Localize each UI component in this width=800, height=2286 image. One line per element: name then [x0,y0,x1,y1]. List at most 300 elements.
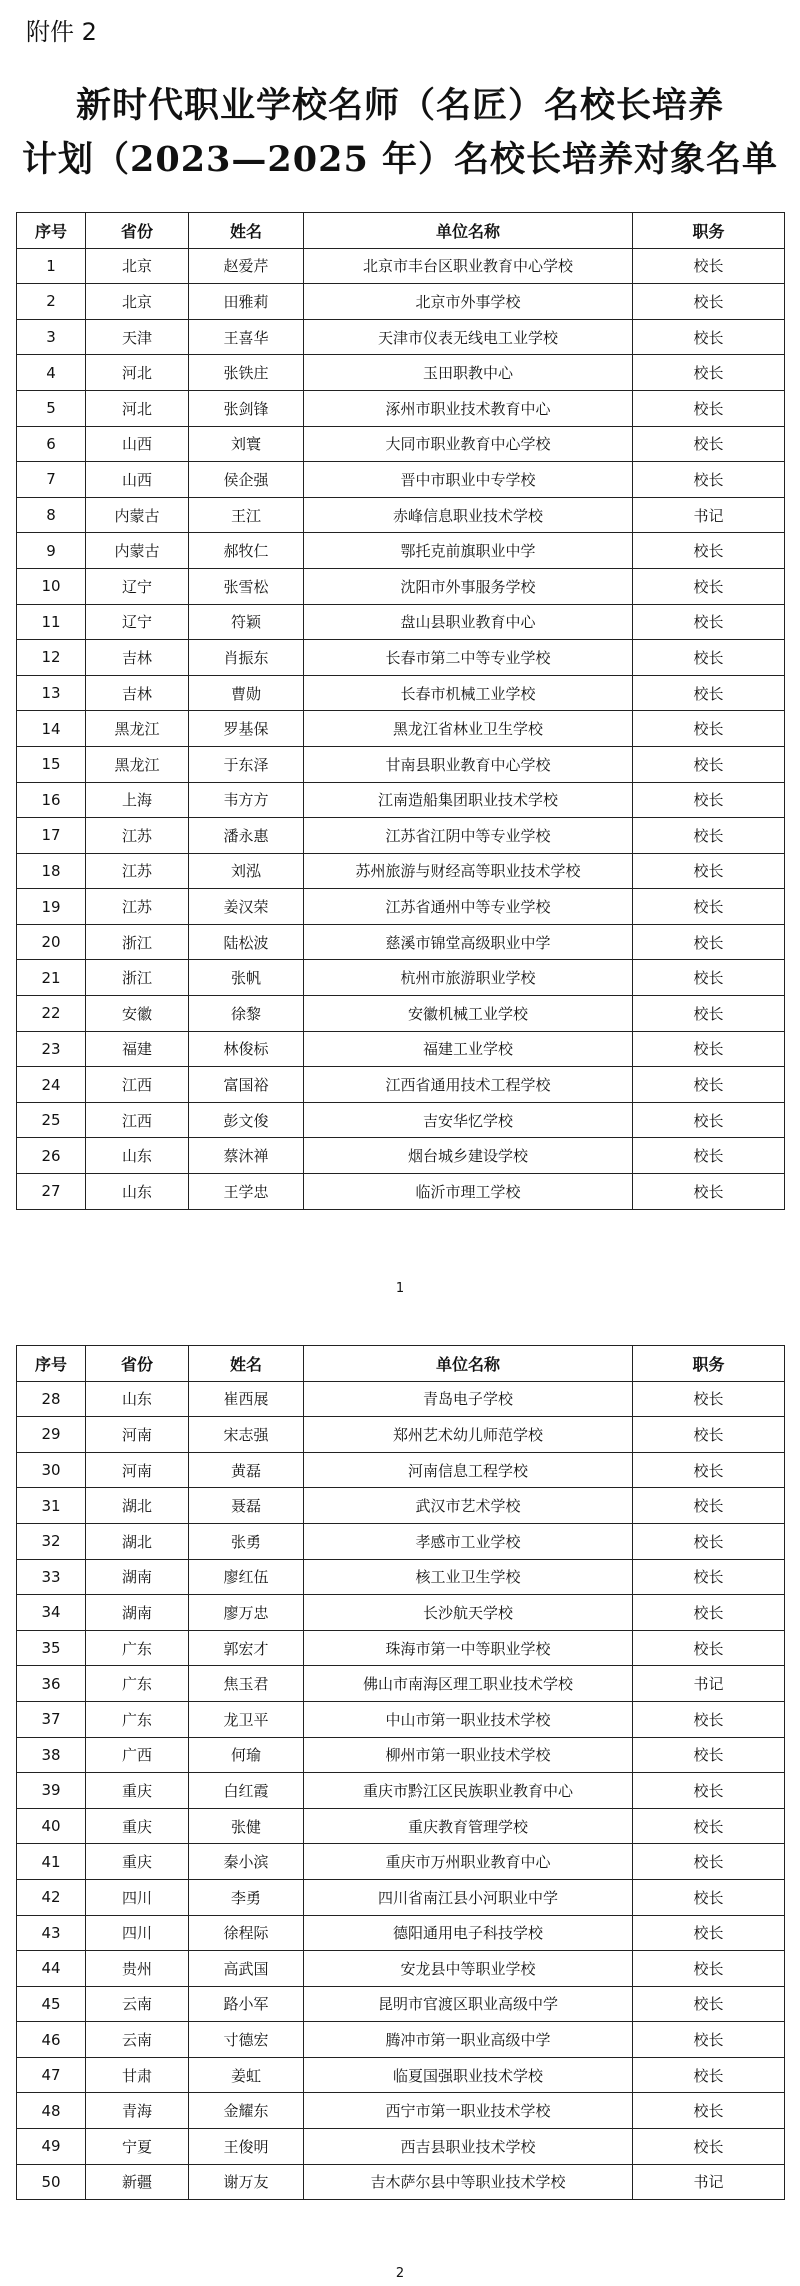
table-row [17,2022,785,2058]
cell-province: 山东 [86,1138,189,1174]
cell-index: 28 [17,1381,86,1417]
cell-name: 蔡沐禅 [189,1138,304,1174]
cell-unit: 盘山县职业教育中心 [304,604,633,640]
table-row [17,2129,785,2165]
cell-unit: 甘南县职业教育中心学校 [304,746,633,782]
cell-province: 内蒙古 [86,497,189,533]
cell-position: 校长 [633,1488,785,1524]
cell-index: 42 [17,1879,86,1915]
cell-position: 校长 [633,462,785,498]
cell-province: 黑龙江 [86,746,189,782]
table-row [17,746,785,782]
table-row [17,497,785,533]
cell-name: 刘泓 [189,853,304,889]
cell-name: 韦方方 [189,782,304,818]
table-row [17,1138,785,1174]
cell-name: 罗基保 [189,711,304,747]
cell-index: 19 [17,889,86,925]
cell-unit: 鄂托克前旗职业中学 [304,533,633,569]
cell-province: 北京 [86,248,189,284]
cell-province: 四川 [86,1915,189,1951]
cell-position: 校长 [633,1102,785,1138]
cell-position: 校长 [633,568,785,604]
table-row [17,533,785,569]
table-row [17,568,785,604]
cell-position: 校长 [633,782,785,818]
table-row [17,1417,785,1453]
cell-province: 广东 [86,1666,189,1702]
cell-province: 云南 [86,2022,189,2058]
cell-province: 重庆 [86,1773,189,1809]
cell-name: 赵爱芹 [189,248,304,284]
table-row [17,1381,785,1417]
cell-province: 重庆 [86,1844,189,1880]
table-row [17,1102,785,1138]
cell-unit: 武汉市艺术学校 [304,1488,633,1524]
cell-name: 张雪松 [189,568,304,604]
cell-unit: 长沙航天学校 [304,1595,633,1631]
table-row [17,1630,785,1666]
table-row [17,2057,785,2093]
header-index: 序号 [17,1346,86,1382]
cell-position: 校长 [633,1630,785,1666]
cell-position: 校长 [633,390,785,426]
cell-index: 48 [17,2093,86,2129]
cell-province: 广东 [86,1630,189,1666]
cell-name: 廖万忠 [189,1595,304,1631]
header-name: 姓名 [189,213,304,249]
cell-unit: 慈溪市锦堂高级职业中学 [304,924,633,960]
cell-name: 姜虹 [189,2057,304,2093]
cell-index: 7 [17,462,86,498]
cell-province: 福建 [86,1031,189,1067]
cell-position: 校长 [633,2129,785,2165]
cell-position: 校长 [633,889,785,925]
cell-index: 29 [17,1417,86,1453]
cell-position: 校长 [633,1067,785,1103]
cell-index: 20 [17,924,86,960]
cell-province: 山西 [86,462,189,498]
cell-unit: 吉安华忆学校 [304,1102,633,1138]
table-body [17,248,785,1209]
cell-position: 校长 [633,853,785,889]
header-position: 职务 [633,1346,785,1382]
document-page-2 [0,1330,800,2286]
cell-unit: 郑州艺术幼儿师范学校 [304,1417,633,1453]
cell-name: 焦玉君 [189,1666,304,1702]
table-row [17,462,785,498]
cell-index: 3 [17,319,86,355]
cell-unit: 黑龙江省林业卫生学校 [304,711,633,747]
cell-province: 四川 [86,1879,189,1915]
cell-name: 寸德宏 [189,2022,304,2058]
cell-province: 广西 [86,1737,189,1773]
table-row [17,1737,785,1773]
cell-province: 湖南 [86,1559,189,1595]
cell-index: 36 [17,1666,86,1702]
cell-province: 江西 [86,1102,189,1138]
cell-index: 41 [17,1844,86,1880]
page-number: 1 [395,1281,405,1296]
cell-index: 49 [17,2129,86,2165]
cell-unit: 苏州旅游与财经高等职业技术学校 [304,853,633,889]
cell-position: 校长 [633,746,785,782]
cell-index: 11 [17,604,86,640]
cell-unit: 四川省南江县小河职业中学 [304,1879,633,1915]
cell-position: 书记 [633,1666,785,1702]
cell-province: 江苏 [86,818,189,854]
table-row [17,782,785,818]
table-row [17,1595,785,1631]
cell-position: 校长 [633,711,785,747]
cell-unit: 沈阳市外事服务学校 [304,568,633,604]
cell-index: 22 [17,996,86,1032]
cell-unit: 德阳通用电子科技学校 [304,1915,633,1951]
cell-position: 校长 [633,1523,785,1559]
cell-name: 王俊明 [189,2129,304,2165]
cell-position: 书记 [633,497,785,533]
table-row [17,1559,785,1595]
cell-position: 校长 [633,1559,785,1595]
cell-name: 田雅莉 [189,284,304,320]
table-row [17,960,785,996]
cell-position: 校长 [633,2057,785,2093]
cell-index: 16 [17,782,86,818]
cell-unit: 吉木萨尔县中等职业技术学校 [304,2164,633,2200]
cell-index: 12 [17,640,86,676]
table-row [17,1666,785,1702]
roster-table-page-1 [16,212,785,1210]
cell-unit: 柳州市第一职业技术学校 [304,1737,633,1773]
cell-index: 24 [17,1067,86,1103]
cell-name: 潘永惠 [189,818,304,854]
cell-unit: 天津市仪表无线电工业学校 [304,319,633,355]
header-unit: 单位名称 [304,213,633,249]
cell-name: 廖红伍 [189,1559,304,1595]
cell-name: 林俊标 [189,1031,304,1067]
cell-position: 校长 [633,818,785,854]
cell-province: 浙江 [86,924,189,960]
cell-name: 张帆 [189,960,304,996]
cell-province: 山东 [86,1381,189,1417]
cell-province: 吉林 [86,675,189,711]
cell-unit: 福建工业学校 [304,1031,633,1067]
page-number: 2 [395,2266,405,2281]
table-row [17,853,785,889]
table-row [17,996,785,1032]
cell-name: 姜汉荣 [189,889,304,925]
cell-index: 4 [17,355,86,391]
cell-position: 校长 [633,604,785,640]
cell-index: 47 [17,2057,86,2093]
cell-name: 符颖 [189,604,304,640]
cell-name: 王学忠 [189,1174,304,1210]
cell-index: 35 [17,1630,86,1666]
cell-unit: 安龙县中等职业学校 [304,1951,633,1987]
table-row [17,675,785,711]
cell-unit: 西吉县职业技术学校 [304,2129,633,2165]
cell-unit: 杭州市旅游职业学校 [304,960,633,996]
cell-province: 天津 [86,319,189,355]
cell-province: 山西 [86,426,189,462]
table-row [17,1523,785,1559]
cell-unit: 江南造船集团职业技术学校 [304,782,633,818]
cell-province: 山东 [86,1174,189,1210]
cell-province: 河北 [86,390,189,426]
cell-province: 湖南 [86,1595,189,1631]
cell-position: 校长 [633,1452,785,1488]
cell-position: 校长 [633,1773,785,1809]
table-row [17,1951,785,1987]
table-row [17,1915,785,1951]
cell-position: 校长 [633,533,785,569]
cell-province: 新疆 [86,2164,189,2200]
table-row [17,1174,785,1210]
cell-index: 9 [17,533,86,569]
table-row [17,2093,785,2129]
cell-unit: 昆明市官渡区职业高级中学 [304,1986,633,2022]
cell-province: 宁夏 [86,2129,189,2165]
cell-index: 27 [17,1174,86,1210]
cell-name: 聂磊 [189,1488,304,1524]
cell-unit: 大同市职业教育中心学校 [304,426,633,462]
cell-index: 17 [17,818,86,854]
cell-name: 徐程际 [189,1915,304,1951]
cell-province: 辽宁 [86,568,189,604]
table-row [17,426,785,462]
cell-province: 甘肃 [86,2057,189,2093]
cell-province: 江苏 [86,853,189,889]
cell-unit: 长春市第二中等专业学校 [304,640,633,676]
table-header-row [17,213,785,249]
table-row [17,284,785,320]
header-position: 职务 [633,213,785,249]
cell-position: 校长 [633,924,785,960]
cell-name: 肖振东 [189,640,304,676]
table-row [17,390,785,426]
cell-name: 高武国 [189,1951,304,1987]
cell-index: 37 [17,1701,86,1737]
cell-index: 10 [17,568,86,604]
cell-name: 崔西展 [189,1381,304,1417]
cell-name: 黄磊 [189,1452,304,1488]
cell-index: 31 [17,1488,86,1524]
cell-index: 2 [17,284,86,320]
cell-position: 书记 [633,2164,785,2200]
cell-name: 陆松波 [189,924,304,960]
cell-name: 侯企强 [189,462,304,498]
cell-unit: 中山市第一职业技术学校 [304,1701,633,1737]
cell-position: 校长 [633,1986,785,2022]
cell-name: 张铁庄 [189,355,304,391]
cell-unit: 烟台城乡建设学校 [304,1138,633,1174]
cell-unit: 赤峰信息职业技术学校 [304,497,633,533]
cell-position: 校长 [633,1951,785,1987]
cell-position: 校长 [633,1174,785,1210]
cell-position: 校长 [633,2093,785,2129]
cell-unit: 珠海市第一中等职业学校 [304,1630,633,1666]
cell-position: 校长 [633,426,785,462]
cell-position: 校长 [633,284,785,320]
cell-index: 21 [17,960,86,996]
cell-position: 校长 [633,319,785,355]
cell-name: 徐黎 [189,996,304,1032]
cell-position: 校长 [633,1138,785,1174]
cell-unit: 临沂市理工学校 [304,1174,633,1210]
cell-name: 张健 [189,1808,304,1844]
cell-province: 吉林 [86,640,189,676]
cell-index: 34 [17,1595,86,1631]
cell-unit: 江西省通用技术工程学校 [304,1067,633,1103]
table-row [17,640,785,676]
table-row [17,711,785,747]
cell-unit: 重庆教育管理学校 [304,1808,633,1844]
table-row [17,924,785,960]
cell-unit: 北京市外事学校 [304,284,633,320]
cell-index: 5 [17,390,86,426]
cell-index: 25 [17,1102,86,1138]
table-body [17,1381,785,2200]
cell-index: 6 [17,426,86,462]
cell-province: 河北 [86,355,189,391]
cell-unit: 腾冲市第一职业高级中学 [304,2022,633,2058]
cell-index: 44 [17,1951,86,1987]
table-row [17,1808,785,1844]
cell-name: 谢万友 [189,2164,304,2200]
table-row [17,1067,785,1103]
cell-name: 曹勋 [189,675,304,711]
cell-province: 江苏 [86,889,189,925]
cell-province: 内蒙古 [86,533,189,569]
table-row [17,1031,785,1067]
header-name: 姓名 [189,1346,304,1382]
cell-unit: 玉田职教中心 [304,355,633,391]
cell-position: 校长 [633,1844,785,1880]
table-row [17,604,785,640]
cell-index: 46 [17,2022,86,2058]
cell-name: 王江 [189,497,304,533]
cell-name: 秦小滨 [189,1844,304,1880]
cell-province: 浙江 [86,960,189,996]
cell-index: 38 [17,1737,86,1773]
cell-position: 校长 [633,1595,785,1631]
cell-unit: 重庆市黔江区民族职业教育中心 [304,1773,633,1809]
cell-unit: 长春市机械工业学校 [304,675,633,711]
cell-unit: 重庆市万州职业教育中心 [304,1844,633,1880]
cell-index: 18 [17,853,86,889]
cell-name: 宋志强 [189,1417,304,1453]
table-row [17,319,785,355]
cell-position: 校长 [633,960,785,996]
cell-position: 校长 [633,2022,785,2058]
cell-unit: 青岛电子学校 [304,1381,633,1417]
cell-province: 黑龙江 [86,711,189,747]
cell-position: 校长 [633,675,785,711]
header-province: 省份 [86,213,189,249]
cell-name: 路小军 [189,1986,304,2022]
cell-index: 26 [17,1138,86,1174]
cell-unit: 河南信息工程学校 [304,1452,633,1488]
cell-unit: 临夏国强职业技术学校 [304,2057,633,2093]
table-row [17,1452,785,1488]
table-row [17,355,785,391]
cell-province: 上海 [86,782,189,818]
cell-unit: 核工业卫生学校 [304,1559,633,1595]
cell-position: 校长 [633,1701,785,1737]
document-title-line-2: 计划（2023—2025 年）名校长培养对象名单 [21,139,778,180]
cell-unit: 晋中市职业中专学校 [304,462,633,498]
table-row [17,1879,785,1915]
cell-position: 校长 [633,640,785,676]
table-row [17,2164,785,2200]
cell-province: 江西 [86,1067,189,1103]
cell-unit: 西宁市第一职业技术学校 [304,2093,633,2129]
cell-province: 青海 [86,2093,189,2129]
cell-name: 白红霞 [189,1773,304,1809]
cell-position: 校长 [633,355,785,391]
table-row [17,889,785,925]
cell-index: 50 [17,2164,86,2200]
cell-position: 校长 [633,248,785,284]
table-row [17,1773,785,1809]
cell-unit: 安徽机械工业学校 [304,996,633,1032]
cell-index: 14 [17,711,86,747]
cell-index: 43 [17,1915,86,1951]
cell-name: 刘寰 [189,426,304,462]
table-row [17,1986,785,2022]
cell-province: 重庆 [86,1808,189,1844]
cell-province: 广东 [86,1701,189,1737]
cell-name: 郭宏才 [189,1630,304,1666]
cell-index: 15 [17,746,86,782]
document-title-line-1: 新时代职业学校名师（名匠）名校长培养 [75,85,724,126]
attachment-label: 附件 2 [26,18,97,46]
cell-name: 金耀东 [189,2093,304,2129]
cell-name: 李勇 [189,1879,304,1915]
cell-province: 北京 [86,284,189,320]
cell-unit: 涿州市职业技术教育中心 [304,390,633,426]
cell-position: 校长 [633,1417,785,1453]
cell-position: 校长 [633,1031,785,1067]
cell-position: 校长 [633,1808,785,1844]
table-row [17,1488,785,1524]
cell-unit: 江苏省通州中等专业学校 [304,889,633,925]
cell-name: 张勇 [189,1523,304,1559]
table-header-row [17,1346,785,1382]
cell-unit: 北京市丰台区职业教育中心学校 [304,248,633,284]
cell-index: 40 [17,1808,86,1844]
cell-position: 校长 [633,1381,785,1417]
cell-name: 张剑锋 [189,390,304,426]
cell-index: 1 [17,248,86,284]
cell-province: 贵州 [86,1951,189,1987]
table-row [17,1844,785,1880]
cell-index: 8 [17,497,86,533]
cell-unit: 江苏省江阴中等专业学校 [304,818,633,854]
cell-index: 13 [17,675,86,711]
table-row [17,818,785,854]
cell-province: 云南 [86,1986,189,2022]
cell-name: 龙卫平 [189,1701,304,1737]
cell-name: 富国裕 [189,1067,304,1103]
cell-position: 校长 [633,1915,785,1951]
header-index: 序号 [17,213,86,249]
header-province: 省份 [86,1346,189,1382]
table-row [17,248,785,284]
cell-index: 23 [17,1031,86,1067]
cell-position: 校长 [633,996,785,1032]
cell-index: 45 [17,1986,86,2022]
